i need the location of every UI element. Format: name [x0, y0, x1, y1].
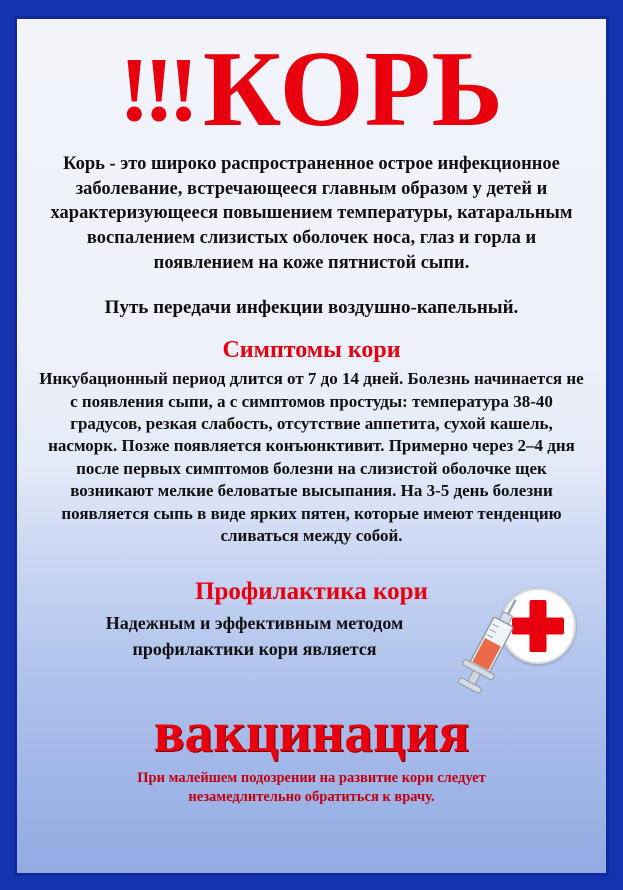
- prophylaxis-line-2: профилактики кори является: [132, 638, 377, 659]
- title-exclamations: !!!: [119, 38, 193, 141]
- prophylaxis-block: [35, 610, 588, 696]
- vaccination-word: вакцинация: [153, 700, 470, 764]
- footer-line-1: При малейшем подозрении на развитие кори следует: [137, 769, 486, 786]
- transmission-text: Путь передачи инфекции воздушно-капельный.: [104, 297, 519, 319]
- prophylaxis-graphic: [438, 582, 578, 702]
- page-title: [35, 30, 588, 149]
- symptoms-heading: Симптомы кори: [222, 337, 401, 364]
- intro-paragraph: Корь - это широко распространенное острое инфекционное заболевание, встречающееся главным образом у детей и характеризующееся повышением температуры, катаральным воспалением слизистых оболочек носа, глаз и горла и появлением на коже пятнистой сыпи.: [50, 154, 573, 273]
- prophylaxis-line-1: Надежным и эффективным методом: [105, 612, 404, 633]
- footer-line-2: незамедлительно обратиться к врачу.: [188, 789, 435, 806]
- symptoms-body: Инкубационный период длится от 7 до 14 дней. Болезнь начинается не с появления сыпи, а с симптомов простуды: температура 38-40 градусов, резкая слабость, отсутствие аппетита, сухой кашель, насморк. Позже появляется конъюнктивит. Примерно через 2–4 дня после первых симптомов болезни на слизистой оболочке щек возникают мелкие беловатые высыпания. На 3-5 день болезни появляется сыпь в виде ярких пятен, которые имеют тенденцию сливаться между собой.: [39, 369, 584, 546]
- poster-inner-frame: [14, 16, 609, 876]
- prophylaxis-heading: Профилактика кори: [195, 577, 428, 605]
- syringe-icon: [444, 592, 540, 696]
- poster-content: [17, 19, 606, 873]
- title-word: КОРЬ: [202, 30, 504, 149]
- footer-note: [35, 769, 588, 808]
